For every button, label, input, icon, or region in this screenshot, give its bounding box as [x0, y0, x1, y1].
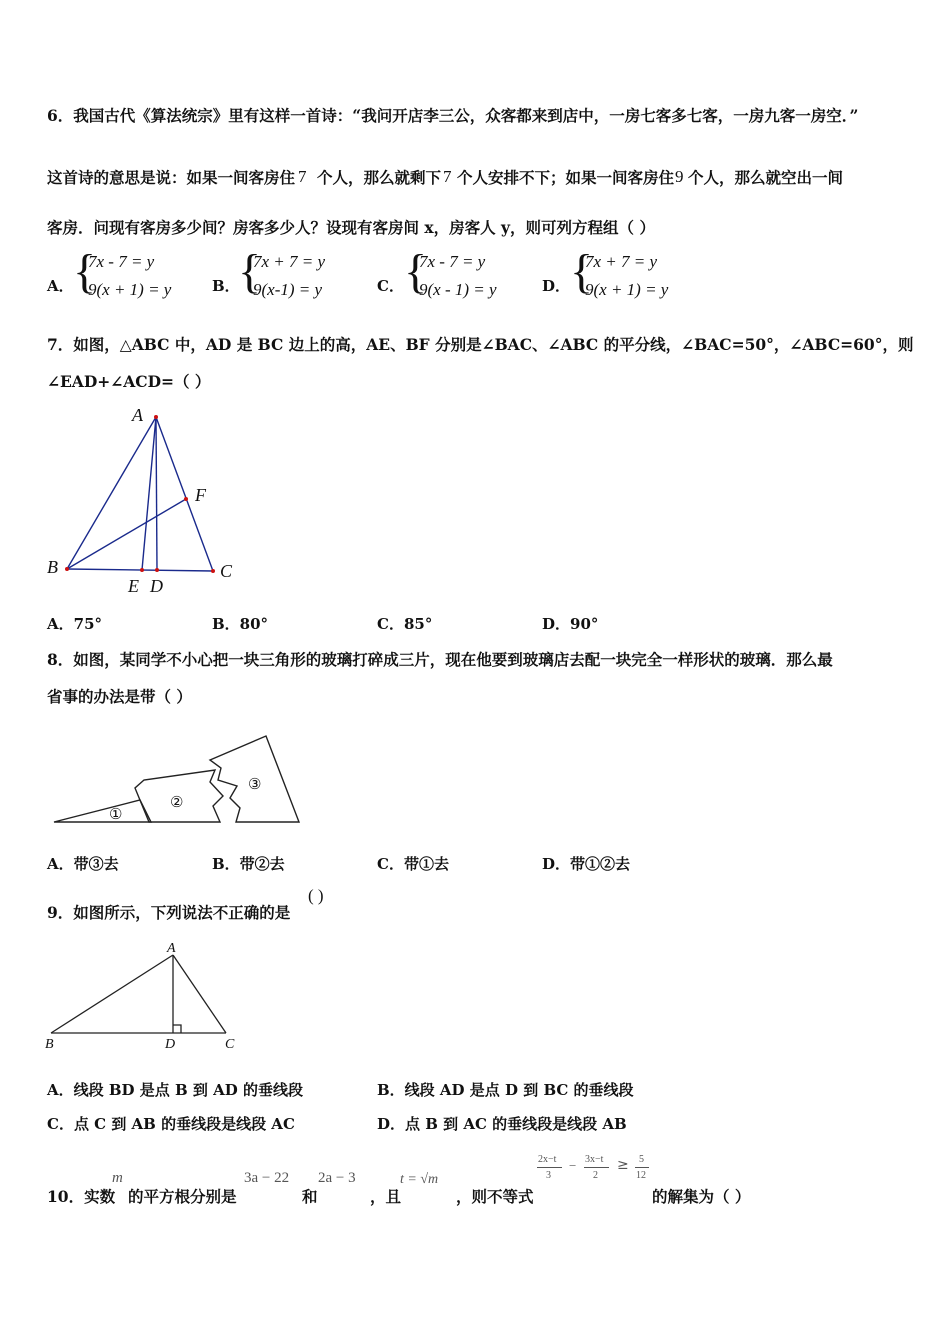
q7-label-d: D [150, 576, 163, 596]
q10-minus: − [569, 1158, 577, 1173]
q10-frac1-den: 3 [546, 1170, 551, 1181]
q7-line1: 7．如图，△ABC 中，AD 是 BC 边上的高，AE、BF 分别是∠BAC、∠ABC 的平分线，∠BAC=50°，∠ABC=60°，则 [47, 335, 914, 354]
q10-var-m: m [112, 1170, 123, 1186]
q7-option-c[interactable]: C．85° [377, 615, 433, 633]
q7-side-ab [67, 417, 156, 569]
q6-option-d-eq2: 9(x + 1) = y [585, 280, 669, 299]
q10-frac2-den: 2 [593, 1170, 598, 1181]
q8-line1: 8．如图，某同学不小心把一块三角形的玻璃打碎成三片，现在他要到玻璃店去配一块完全一样形状的玻璃．那么最 [47, 650, 833, 669]
q8-option-d[interactable]: D．带①②去 [542, 855, 631, 873]
q7-option-d[interactable]: D．90° [542, 615, 599, 633]
q7-option-a[interactable]: A．75° [47, 615, 103, 633]
q8-option-b[interactable]: B．带②去 [212, 855, 285, 873]
q7-label-b: B [47, 557, 58, 577]
q6-option-c-eq1: 7x - 7 = y [419, 252, 486, 271]
q7-label-e: E [128, 576, 139, 596]
q9-line1: 9．如图所示，下列说法不正确的是 [47, 903, 291, 922]
q8-piece-1 [54, 800, 151, 822]
q6-option-a-eq1: 7x - 7 = y [88, 252, 155, 271]
q6-num-9: 9 [675, 167, 684, 186]
q6-option-b-label[interactable]: B． [212, 277, 240, 295]
q9-label-b: B [45, 1037, 54, 1052]
q9-right-angle-mark [173, 1025, 181, 1033]
q8-option-a[interactable]: A．带③去 [47, 855, 119, 873]
q10-text-and2: ，且 [370, 1187, 402, 1206]
q6-option-b-eq1: 7x + 7 = y [253, 252, 326, 271]
q8-label-piece-2: ② [170, 795, 184, 811]
q10-text-ineq: ，则不等式 [456, 1187, 534, 1206]
q6-line2c: 个人安排不下；如果一间客房住 [457, 168, 675, 187]
q10-frac2-bar [584, 1167, 609, 1168]
q7-point-f [184, 497, 188, 501]
q6-num-7b: 7 [443, 167, 452, 186]
q10-text-solution: 的解集为（ ） [652, 1187, 751, 1206]
q9-option-d[interactable]: D．点 B 到 AC 的垂线段是线段 AB [377, 1115, 627, 1133]
q10-text-roots: 的平方根分别是 [128, 1187, 237, 1206]
q6-option-b-eq2: 9(x-1) = y [253, 280, 323, 299]
q10-frac1-bar [537, 1167, 562, 1168]
q10-frac2-num: 3x−t [585, 1154, 604, 1165]
q9-option-c[interactable]: C．点 C 到 AB 的垂线段是线段 AC [47, 1115, 295, 1133]
q7-segment-bf [67, 499, 186, 569]
q6-option-c-eq2: 9(x - 1) = y [419, 280, 497, 299]
q6-line3: 客房．问现有客房多少间？房客多少人？设现有客房间 x，房客人 y，则可列方程组（ ） [47, 218, 655, 237]
q6-line1: 6．我国古代《算法统宗》里有这样一首诗：“我问开店李三公，众客都来到店中，一房七客多七客，一房九客一房空．” [47, 106, 859, 125]
q9-side-ab [51, 955, 173, 1033]
q7-point-d [155, 568, 159, 572]
q10-geq: ≥ [617, 1157, 629, 1173]
q9-label-c: C [225, 1037, 235, 1052]
q9-label-a: A [167, 941, 176, 956]
q9-option-b[interactable]: B．线段 AD 是点 D 到 BC 的垂线段 [377, 1081, 634, 1099]
q9-triangle-figure [40, 935, 250, 1060]
q6-line2 [47, 166, 843, 188]
q8-broken-glass-figure [50, 730, 310, 830]
q10-frac1-num: 2x−t [538, 1154, 557, 1165]
q10-expr-t: t = √m [400, 1172, 439, 1187]
q6-option-a-brace: { [73, 245, 97, 298]
q10-frac3-num: 5 [639, 1154, 644, 1165]
q6-option-d-brace: { [570, 245, 594, 298]
q7-point-b [65, 567, 69, 571]
q6-line2b: 个人，那么就剩下 [317, 168, 442, 187]
q9-side-ac [173, 955, 226, 1033]
q10-expr-3a-22: 3a − 22 [244, 1170, 290, 1186]
q6-option-a-label[interactable]: A． [47, 277, 74, 295]
q9-label-d: D [165, 1037, 176, 1052]
q7-segment-ae [142, 417, 156, 570]
q10-frac3-bar [635, 1167, 649, 1168]
q6-option-c-brace: { [404, 245, 428, 298]
q7-line2: ∠EAD+∠ACD=（ ） [47, 372, 211, 391]
q8-label-piece-3: ③ [248, 777, 262, 793]
q8-option-c[interactable]: C．带①去 [377, 855, 449, 873]
q10-text-and: 和 [302, 1187, 318, 1206]
q6-num-7a: 7 [298, 167, 307, 186]
q7-label-c: C [220, 561, 233, 581]
q6-option-d-eq1: 7x + 7 = y [585, 252, 658, 271]
q10-expr-2a-3: 2a − 3 [318, 1170, 356, 1186]
q7-label-f: F [195, 485, 206, 505]
q7-label-a: A [132, 405, 143, 425]
q6-line2a: 这首诗的意思是说：如果一间客房住 [47, 168, 296, 187]
q6-line2d: 个人，那么就空出一间 [688, 168, 844, 187]
q7-point-e [140, 568, 144, 572]
q7-triangle-figure [40, 400, 250, 600]
q10-frac3-den: 12 [636, 1170, 646, 1181]
q6-option-b-brace: { [238, 245, 262, 298]
q9-option-a[interactable]: A．线段 BD 是点 B 到 AD 的垂线段 [47, 1081, 303, 1099]
q6-option-d-label[interactable]: D． [542, 277, 571, 295]
q9-paren: ( ) [308, 886, 324, 905]
q6-option-c-label[interactable]: C． [377, 277, 404, 295]
q10-prefix: 10．实数 [47, 1187, 116, 1206]
q8-line2: 省事的办法是带（ ） [47, 687, 192, 706]
q7-point-a [154, 415, 158, 419]
q8-label-piece-1: ① [109, 807, 123, 823]
q6-option-a-eq2: 9(x + 1) = y [88, 280, 172, 299]
q7-option-b[interactable]: B．80° [212, 615, 269, 633]
q7-point-c [211, 569, 215, 573]
q7-segment-ad [156, 417, 157, 570]
